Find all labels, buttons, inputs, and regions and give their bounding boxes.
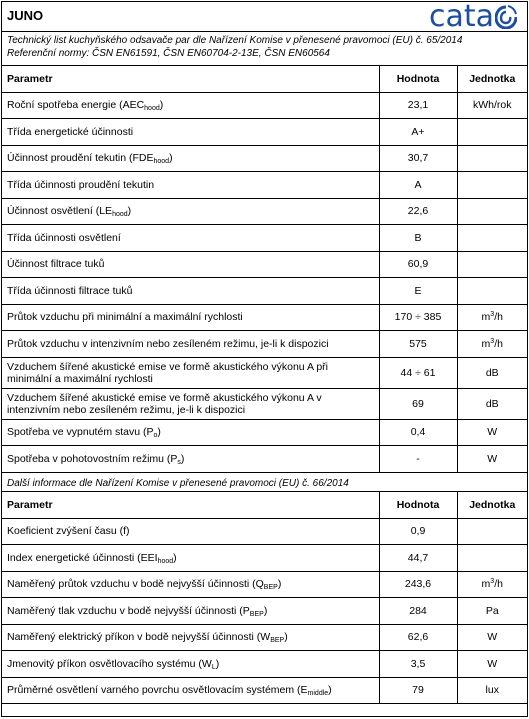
param-value: A bbox=[379, 172, 457, 199]
param-label bbox=[2, 624, 379, 651]
table-row bbox=[2, 145, 527, 172]
param-unit bbox=[457, 419, 527, 446]
table-row bbox=[2, 92, 527, 119]
param-label-subscript: o bbox=[153, 432, 158, 440]
param-unit bbox=[457, 624, 527, 651]
param-unit-text: lux bbox=[485, 684, 499, 697]
param-label bbox=[2, 518, 379, 545]
param-unit bbox=[457, 677, 527, 704]
table-row bbox=[2, 571, 527, 598]
table-row bbox=[2, 357, 527, 388]
table-row bbox=[2, 198, 527, 225]
param-unit-superscript: 3 bbox=[490, 578, 495, 586]
param-value: 23,1 bbox=[379, 92, 457, 119]
param-unit bbox=[457, 545, 527, 572]
param-unit-text: dB bbox=[485, 366, 499, 379]
param-label-text: Index energetické účinnosti (EEI bbox=[7, 551, 158, 564]
param-value: A+ bbox=[379, 119, 457, 146]
table-row bbox=[2, 624, 527, 651]
param-value: 30,7 bbox=[379, 145, 457, 172]
param-label-text: Spotřeba ve vypnutém stavu (P bbox=[7, 426, 154, 439]
param-unit bbox=[457, 651, 527, 678]
param-label bbox=[2, 304, 379, 331]
table-row bbox=[2, 388, 527, 419]
table-header-row bbox=[2, 66, 527, 92]
param-value: 79 bbox=[379, 677, 457, 704]
param-label-suffix: ) bbox=[328, 684, 332, 697]
param-value: 0,4 bbox=[379, 419, 457, 446]
param-unit-text: Pa bbox=[485, 604, 499, 617]
param-label-text: Naměřený průtok vzduchu v bodě nejvyšší účinnosti (Q bbox=[7, 578, 264, 591]
regulation-note bbox=[2, 32, 527, 66]
param-label bbox=[2, 172, 379, 199]
param-label-text: Účinnost proudění tekutin (FDE bbox=[7, 152, 154, 165]
param-label bbox=[2, 198, 379, 225]
param-unit bbox=[457, 331, 527, 358]
table-row bbox=[2, 119, 527, 146]
brand-logo-text: cata bbox=[428, 0, 494, 34]
param-unit-suffix: /h bbox=[494, 311, 503, 324]
param-label-subscript: L bbox=[211, 663, 216, 671]
param-label-suffix: ) bbox=[157, 426, 161, 439]
table-row bbox=[2, 651, 527, 678]
param-unit bbox=[457, 172, 527, 199]
param-label bbox=[2, 145, 379, 172]
param-value: 62,6 bbox=[379, 624, 457, 651]
param-label-text: Roční spotřeba energie (AEC bbox=[7, 99, 145, 112]
param-value: 44,7 bbox=[379, 545, 457, 572]
param-label-text: Jmenovitý příkon osvětlovacího systému (W bbox=[7, 657, 212, 670]
table-row bbox=[2, 419, 527, 446]
additional-parameters-table bbox=[2, 492, 527, 704]
param-value: 60,9 bbox=[379, 251, 457, 278]
param-value: 284 bbox=[379, 598, 457, 625]
param-label bbox=[2, 388, 379, 419]
param-label bbox=[2, 357, 379, 388]
table-row bbox=[2, 225, 527, 252]
param-label-text: Naměřený elektrický příkon v bodě nejvyšší účinnosti (W bbox=[7, 631, 271, 644]
param-label bbox=[2, 446, 379, 473]
param-label bbox=[2, 251, 379, 278]
param-value: 44 ÷ 61 bbox=[379, 357, 457, 388]
param-unit bbox=[457, 225, 527, 252]
param-label bbox=[2, 677, 379, 704]
param-unit bbox=[457, 518, 527, 545]
param-unit-text: m bbox=[481, 337, 491, 350]
param-label-text: Koeficient zvýšení času (f) bbox=[7, 525, 130, 538]
table-row bbox=[2, 278, 527, 305]
table-row bbox=[2, 598, 527, 625]
param-label bbox=[2, 331, 379, 358]
param-label-suffix: ) bbox=[169, 152, 173, 165]
param-label-text: Třída účinnosti proudění tekutin bbox=[7, 178, 155, 191]
param-label-subscript: BEP bbox=[270, 637, 285, 645]
param-unit-text: kWh/rok bbox=[472, 99, 512, 112]
table-header-row bbox=[2, 492, 527, 518]
regulation-line-1: Technický list kuchyňského odsavače par dle Nařízení Komise v přenesené pravomoci (EU) č. 65/2014 bbox=[7, 35, 463, 46]
param-unit-text: W bbox=[487, 426, 498, 439]
param-label bbox=[2, 419, 379, 446]
param-label-suffix: ) bbox=[159, 99, 164, 112]
param-label bbox=[2, 92, 379, 119]
param-unit-superscript: 3 bbox=[490, 311, 495, 319]
param-value: 0,9 bbox=[379, 518, 457, 545]
param-value: 170 ÷ 385 bbox=[379, 304, 457, 331]
brand-swirl-icon bbox=[495, 5, 517, 29]
param-label-text: Naměřený tlak vzduchu v bodě nejvyšší účinnosti (P bbox=[7, 604, 250, 617]
param-label bbox=[2, 651, 379, 678]
param-value: 3,5 bbox=[379, 651, 457, 678]
param-label-suffix: ) bbox=[277, 578, 282, 591]
column-header-unit: Jednotka bbox=[457, 492, 527, 518]
param-unit bbox=[457, 251, 527, 278]
column-header-value: Hodnota bbox=[379, 492, 457, 518]
param-unit bbox=[457, 446, 527, 473]
param-label-subscript: s bbox=[177, 459, 181, 466]
param-label-subscript: BEP bbox=[263, 584, 278, 592]
param-label-subscript: hood bbox=[144, 105, 160, 113]
table-row bbox=[2, 677, 527, 704]
param-label-text: Průtok vzduchu v intenzivním nebo zesíleném režimu, je-li k dispozici bbox=[7, 337, 329, 350]
sheet-header bbox=[2, 2, 527, 32]
param-unit bbox=[457, 92, 527, 119]
param-label-text: Spotřeba v pohotovostním režimu (P bbox=[7, 453, 178, 465]
param-label-text: Účinnost osvětlení (LE bbox=[7, 205, 113, 218]
main-parameters-table bbox=[2, 66, 527, 472]
param-label-subscript: hood bbox=[112, 211, 128, 219]
param-label-subscript: middle bbox=[307, 690, 329, 698]
param-label-subscript: BEP bbox=[249, 610, 264, 618]
param-label bbox=[2, 545, 379, 572]
param-unit-text: W bbox=[487, 631, 498, 644]
param-label-suffix: ) bbox=[284, 631, 288, 644]
param-label-subscript: hood bbox=[153, 158, 170, 166]
param-value: - bbox=[379, 446, 457, 473]
table-row bbox=[2, 446, 527, 473]
param-label bbox=[2, 225, 379, 252]
column-header-param: Parametr bbox=[2, 492, 379, 518]
param-label-text: Třída účinnosti osvětlení bbox=[7, 231, 121, 244]
param-unit-text: dB bbox=[485, 397, 499, 410]
param-label-text: Třída energetické účinnosti bbox=[7, 125, 134, 138]
param-value: 69 bbox=[379, 388, 457, 419]
column-header-param: Parametr bbox=[2, 66, 379, 92]
param-value: 575 bbox=[379, 331, 457, 358]
param-unit-text: W bbox=[487, 657, 498, 670]
brand-logo bbox=[428, 0, 517, 34]
param-value: E bbox=[379, 278, 457, 305]
table-row bbox=[2, 251, 527, 278]
column-header-value: Hodnota bbox=[379, 66, 457, 92]
param-unit-superscript: 3 bbox=[490, 337, 495, 345]
table-row bbox=[2, 304, 527, 331]
param-label bbox=[2, 119, 379, 146]
data-sheet bbox=[1, 1, 528, 717]
param-unit bbox=[457, 571, 527, 598]
param-value: 22,6 bbox=[379, 198, 457, 225]
param-unit-text: m bbox=[481, 311, 491, 324]
param-label-subscript: hood bbox=[157, 557, 174, 565]
param-label bbox=[2, 598, 379, 625]
param-label-text: Třída účinnosti filtrace tuků bbox=[7, 284, 133, 297]
param-label-suffix: ) bbox=[215, 657, 220, 670]
param-label bbox=[2, 571, 379, 598]
param-label-suffix: ) bbox=[173, 551, 177, 564]
param-unit-suffix: /h bbox=[494, 337, 503, 350]
param-label-text: Průtok vzduchu při minimální a maximální rychlosti bbox=[7, 311, 243, 324]
param-label-suffix: ) bbox=[263, 604, 268, 617]
table-row bbox=[2, 331, 527, 358]
table-row bbox=[2, 518, 527, 545]
additional-info-note: Další informace dle Nařízení Komise v přenesené pravomoci (EU) č. 66/2014 bbox=[2, 472, 527, 492]
param-label-text: Průměrné osvětlení varného povrchu osvětlovacím systémem (E bbox=[7, 684, 308, 697]
table-row bbox=[2, 172, 527, 199]
param-label-text: Vzduchem šířené akustické emise ve formě akustického výkonu A v intenzivním nebo zesíleném režimu, je-li k dispozici bbox=[7, 391, 322, 416]
param-label-text: Účinnost filtrace tuků bbox=[7, 258, 105, 271]
param-unit bbox=[457, 119, 527, 146]
param-label bbox=[2, 278, 379, 305]
param-unit bbox=[457, 278, 527, 305]
param-unit bbox=[457, 304, 527, 331]
param-label-suffix: ) bbox=[127, 205, 132, 218]
param-unit-suffix: /h bbox=[494, 578, 503, 591]
param-unit bbox=[457, 145, 527, 172]
table-row bbox=[2, 545, 527, 572]
param-unit bbox=[457, 198, 527, 225]
param-label-suffix: ) bbox=[180, 453, 185, 465]
column-header-unit: Jednotka bbox=[457, 66, 527, 92]
regulation-line-2: Referenční normy: ČSN EN61591, ČSN EN60704-2-13E, ČSN EN60564 bbox=[7, 48, 330, 59]
param-unit bbox=[457, 598, 527, 625]
param-unit bbox=[457, 388, 527, 419]
param-unit bbox=[457, 357, 527, 388]
param-value: B bbox=[379, 225, 457, 252]
param-unit-text: W bbox=[487, 453, 498, 465]
param-value: 243,6 bbox=[379, 571, 457, 598]
param-unit-text: m bbox=[481, 578, 491, 591]
model-name: JUNO bbox=[7, 8, 44, 23]
param-label-text: Vzduchem šířené akustické emise ve formě akustického výkonu A při minimální a maximální rychlosti bbox=[7, 360, 328, 385]
